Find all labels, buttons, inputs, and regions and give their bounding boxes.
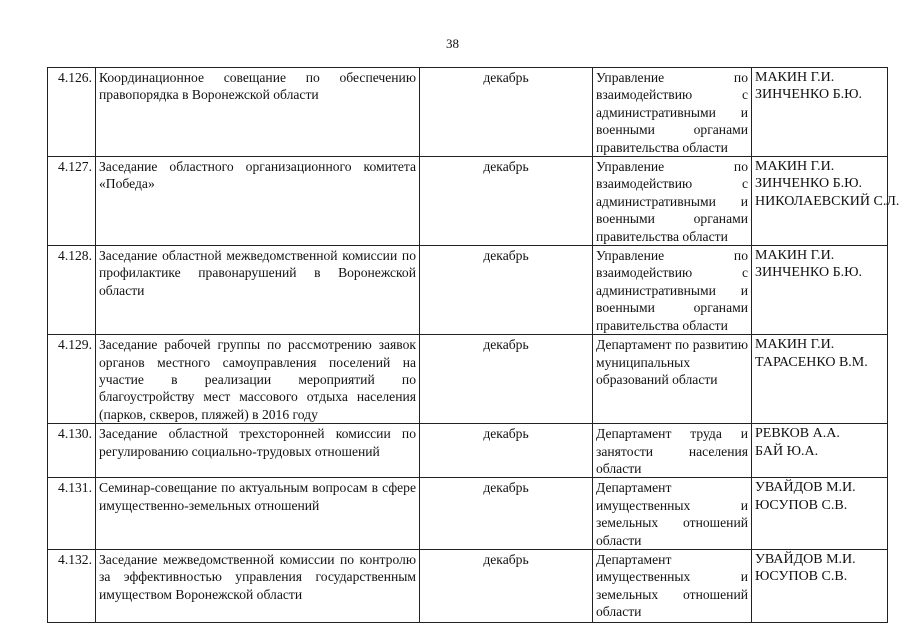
row-number: 4.129. — [48, 335, 96, 424]
event-title: Заседание рабочей группы по рассмотрению заявок органов местного самоуправления поселений на участие в реализации мероприятий по благоустройству мест массового отдыха населения (парков, скверов, пляжей) в 2016 году — [96, 335, 420, 424]
event-date: декабрь — [420, 157, 593, 246]
responsible-person: ЗИНЧЕНКО Б.Ю. — [755, 87, 863, 103]
row-number: 4.128. — [48, 246, 96, 335]
responsible-person: РЕВКОВ А.А. — [755, 426, 840, 442]
responsible-person: ЗИНЧЕНКО Б.Ю. — [755, 176, 863, 192]
event-title: Семинар-совещание по актуальным вопросам в сфере имущественно-земельных отношений — [96, 478, 420, 550]
responsible-department: Управление по взаимодействию с административными и военными органами правительства области — [593, 68, 752, 157]
responsible-person: ЮСУПОВ С.В. — [755, 497, 848, 513]
responsible-person: УВАЙДОВ М.И. — [755, 480, 856, 496]
table-row — [48, 246, 888, 335]
responsible-person: ТАРАСЕНКО В.М. — [755, 354, 868, 370]
responsible-persons — [752, 68, 888, 157]
responsible-department: Департамент имущественных и земельных отношений области — [593, 478, 752, 550]
event-title: Координационное совещание по обеспечению правопорядка в Воронежской области — [96, 68, 420, 157]
responsible-persons — [752, 157, 900, 246]
responsible-person: ЗИНЧЕНКО Б.Ю. — [755, 265, 863, 281]
page-number: 38 — [446, 36, 459, 51]
responsible-persons — [752, 246, 888, 335]
responsible-persons — [752, 549, 888, 622]
responsible-persons — [752, 335, 888, 424]
table-row — [48, 157, 888, 246]
event-title: Заседание областного организационного комитета «Победа» — [96, 157, 420, 246]
responsible-department: Управление по взаимодействию с административными и военными органами правительства области — [593, 246, 752, 335]
events-table — [47, 67, 900, 623]
responsible-department: Департамент труда и занятости населения области — [593, 424, 752, 478]
table-row — [48, 68, 888, 157]
event-title: Заседание межведомственной комиссии по контролю за эффективностью управления государственным имуществом Воронежской области — [96, 549, 420, 622]
event-date: декабрь — [420, 478, 593, 550]
row-number: 4.130. — [48, 424, 96, 478]
responsible-person: МАКИН Г.И. — [755, 248, 835, 264]
responsible-person: МАКИН Г.И. — [755, 159, 835, 175]
responsible-persons — [752, 478, 888, 550]
event-title: Заседание областной межведомственной комиссии по профилактике правонарушений в Воронежской области — [96, 246, 420, 335]
responsible-department: Департамент имущественных и земельных отношений области — [593, 549, 752, 622]
responsible-person: МАКИН Г.И. — [755, 70, 835, 85]
event-date: декабрь — [420, 246, 593, 335]
row-number: 4.126. — [48, 68, 96, 157]
event-date: декабрь — [420, 549, 593, 622]
responsible-persons — [752, 424, 888, 478]
responsible-department: Департамент по развитию муниципальных образований области — [593, 335, 752, 424]
responsible-person: УВАЙДОВ М.И. — [755, 551, 856, 567]
table-row — [48, 549, 888, 622]
responsible-person: ЮСУПОВ С.В. — [755, 569, 848, 585]
table-row — [48, 335, 888, 424]
responsible-person: МАКИН Г.И. — [755, 337, 835, 353]
row-number: 4.132. — [48, 549, 96, 622]
event-date: декабрь — [420, 424, 593, 478]
event-date: декабрь — [420, 68, 593, 157]
row-number: 4.127. — [48, 157, 96, 246]
event-title: Заседание областной трехсторонней комиссии по регулированию социально-трудовых отношений — [96, 424, 420, 478]
table-row — [48, 424, 888, 478]
row-number: 4.131. — [48, 478, 96, 550]
event-date: декабрь — [420, 335, 593, 424]
responsible-department: Управление по взаимодействию с административными и военными органами правительства области — [593, 157, 752, 246]
table-row — [48, 478, 888, 550]
responsible-person: БАЙ Ю.А. — [755, 443, 819, 459]
responsible-person: НИКОЛАЕВСКИЙ С.Л. — [755, 193, 900, 209]
